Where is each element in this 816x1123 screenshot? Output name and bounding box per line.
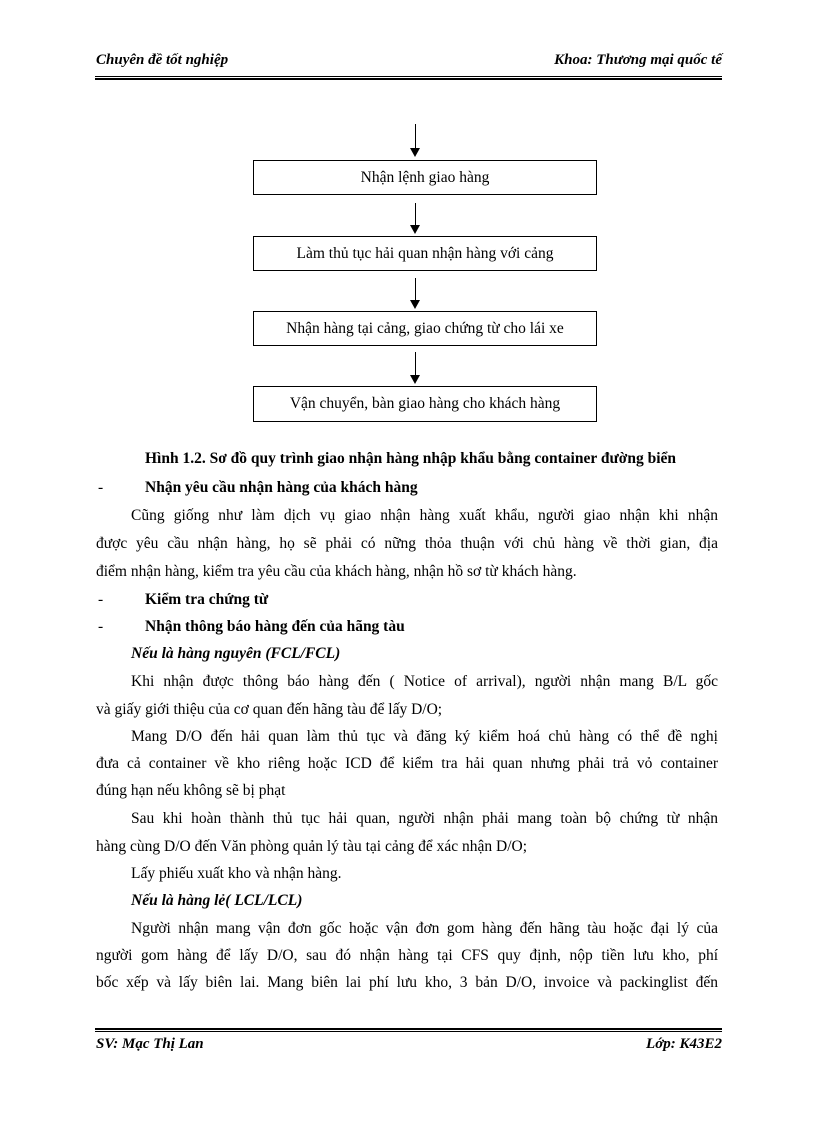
paragraph-line: Cũng giống như làm dịch vụ giao nhận hàng xuất khẩu, người giao nhận khi nhận <box>131 507 718 524</box>
bullet-dash: - <box>98 479 104 496</box>
flow-step-label: Nhận hàng tại cảng, giao chứng từ cho lái xe <box>286 319 564 337</box>
bullet-heading: Kiểm tra chứng từ <box>145 591 269 608</box>
figure-caption: Hình 1.2. Sơ đồ quy trình giao nhận hàng nhập khẩu bằng container đường biển <box>145 450 676 467</box>
paragraph-line: điểm nhận hàng, kiểm tra yêu cầu của khách hàng, nhận hồ sơ từ khách hàng. <box>96 563 577 580</box>
header-course-title: Chuyên đề tốt nghiệp <box>96 52 229 68</box>
footer-divider <box>95 1028 722 1032</box>
page-header <box>96 52 722 74</box>
subheading: Nếu là hàng lẻ( LCL/LCL) <box>131 892 303 909</box>
page-footer <box>96 1036 722 1058</box>
paragraph-line: Sau khi hoàn thành thủ tục hải quan, người nhận phải mang toàn bộ chứng từ nhận <box>131 810 718 827</box>
flow-step-box <box>253 160 597 195</box>
down-arrow-icon <box>410 352 422 384</box>
footer-class: Lớp: K43E2 <box>646 1036 722 1052</box>
subheading: Nếu là hàng nguyên (FCL/FCL) <box>131 645 341 662</box>
paragraph-line: hàng cùng D/O đến Văn phòng quản lý tàu tại cảng để xác nhận D/O; <box>96 838 528 855</box>
flow-step-label: Nhận lệnh giao hàng <box>360 168 490 186</box>
down-arrow-icon <box>410 124 422 157</box>
flow-step-box <box>253 311 597 346</box>
paragraph-line: đưa cả container về kho riêng hoặc ICD để kiểm tra hải quan nhưng phải trả vỏ container <box>96 755 718 772</box>
flow-step-box <box>253 386 597 422</box>
paragraph-line: đúng hạn nếu không sẽ bị phạt <box>96 782 286 799</box>
paragraph-line: bốc xếp và lấy biên lai. Mang biên lai phí lưu kho, 3 bản D/O, invoice và packinglist đến <box>96 974 718 991</box>
paragraph-line: Khi nhận được thông báo hàng đến ( Notice of arrival), người nhận mang B/L gốc <box>131 673 718 690</box>
bullet-dash: - <box>98 618 104 635</box>
down-arrow-icon <box>410 278 422 309</box>
header-divider <box>95 76 722 80</box>
paragraph-line: Lấy phiếu xuất kho và nhận hàng. <box>131 865 342 882</box>
flow-step-label: Vận chuyển, bàn giao hàng cho khách hàng <box>289 395 561 412</box>
paragraph-line: người gom hàng để lấy D/O, sau đó nhận hàng tại CFS quy định, nộp tiền lưu kho, phí <box>96 947 718 964</box>
header-faculty: Khoa: Thương mại quốc tế <box>554 52 722 68</box>
footer-student-name: SV: Mạc Thị Lan <box>96 1036 204 1052</box>
flow-step-label: Làm thủ tục hải quan nhận hàng với cảng <box>296 244 554 262</box>
flow-step-box <box>253 236 597 271</box>
paragraph-line: Mang D/O đến hải quan làm thủ tục và đăng ký kiểm hoá chủ hàng có thể đề nghị <box>131 728 718 745</box>
bullet-heading: Nhận yêu cầu nhận hàng của khách hàng <box>145 479 418 496</box>
paragraph-line: được yêu cầu nhận hàng, họ sẽ phải có nững thỏa thuận với chủ hàng về thời gian, địa <box>96 535 718 552</box>
bullet-heading: Nhận thông báo hàng đến của hãng tàu <box>145 618 405 635</box>
bullet-dash: - <box>98 591 104 608</box>
paragraph-line: Người nhận mang vận đơn gốc hoặc vận đơn gom hàng đến hãng tàu hoặc đại lý của <box>131 920 718 937</box>
paragraph-line: và giấy giới thiệu của cơ quan đến hãng tàu để lấy D/O; <box>96 701 443 718</box>
down-arrow-icon <box>410 203 422 234</box>
